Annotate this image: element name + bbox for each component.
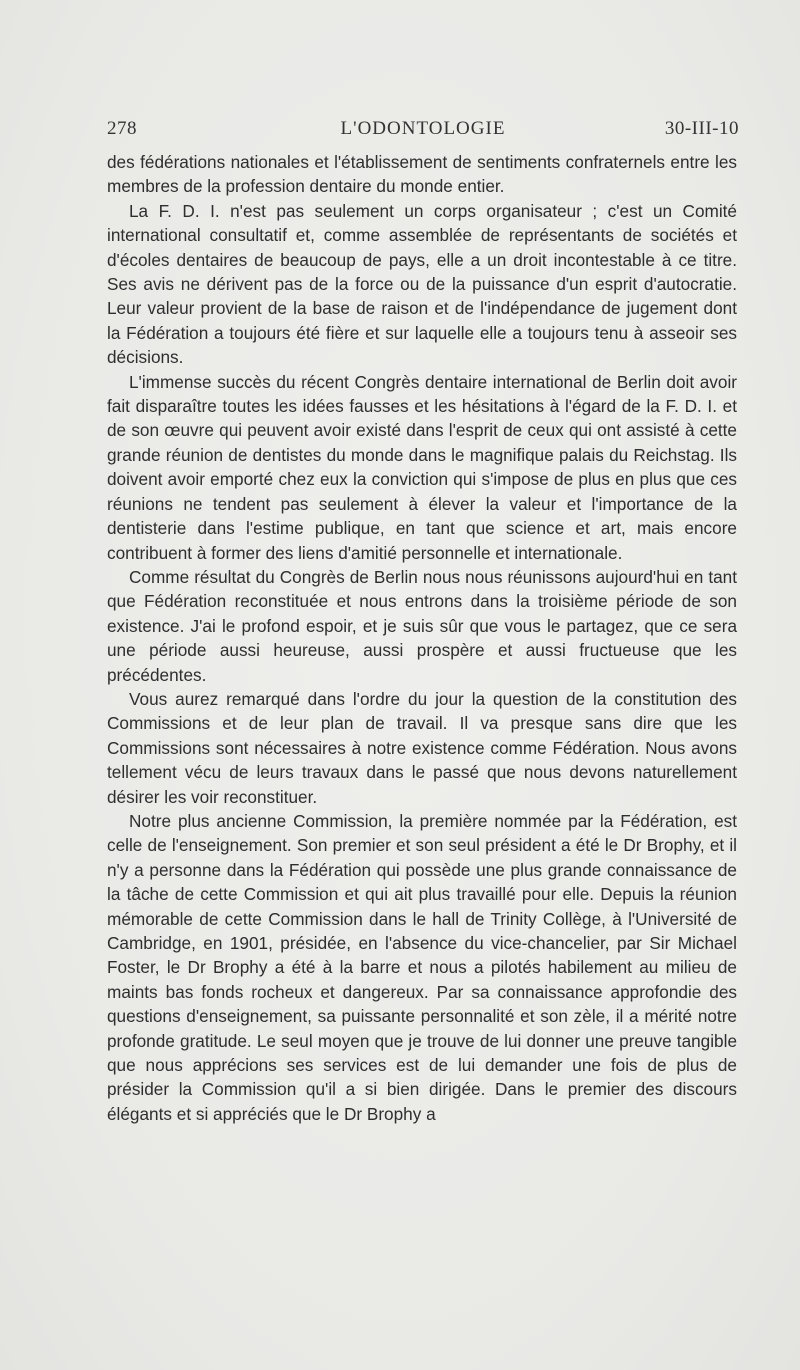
paragraph: Comme résultat du Congrès de Berlin nous nous réunissons aujourd'hui en tant que Fédération reconstituée et nous entrons dans la troisième période de son existence. J'ai le profond espoir, et je suis sûr que vous le partagez, que ce sera une période aussi heureuse, aussi prospère et aussi fructueuse que les précédentes. <box>107 566 737 685</box>
paragraph: La F. D. I. n'est pas seulement un corps organisateur ; c'est un Comité international consultatif et, comme assemblée de représentants de sociétés et d'écoles dentaires de beaucoup de pays, elle a un droit incontestable à ce titre. Ses avis ne dérivent pas de la force ou de la puissance d'un esprit d'autocratie. Leur valeur provient de la base de raison et de l'indépendance de jugement dont la Fédération a toujours été fière et sur laquelle elle a toujours tenu à asseoir ses décisions. <box>107 200 737 368</box>
issue-date: 30-III-10 <box>664 118 739 139</box>
page-header <box>107 118 739 144</box>
running-title: L'ODONTOLOGIE <box>340 118 506 139</box>
body-text <box>107 150 737 1126</box>
paragraph: L'immense succès du récent Congrès dentaire international de Berlin doit avoir fait disparaître toutes les idées fausses et les hésitations à l'égard de la F. D. I. et de son œuvre qui peuvent avoir existé dans l'esprit de ceux qui ont assisté à cette grande réunion de dentistes du monde dans le magnifique palais du Reichstag. Ils doivent avoir emporté chez eux la conviction qui s'impose de plus en plus que ces réunions ne tendent pas seulement à élever la valeur et l'importance de la dentisterie dans l'estime publique, en tant que science et art, mais encore contribuent à former des liens d'amitié personnelle et internationale. <box>107 371 737 563</box>
paragraph: Vous aurez remarqué dans l'ordre du jour la question de la constitution des Commissions et de leur plan de travail. Il va presque sans dire que les Commissions sont nécessaires à notre existence comme Fédération. Nous avons tellement vécu de leurs travaux dans le passé que nous devons naturellement désirer les voir reconstituer. <box>107 688 737 807</box>
page-number: 278 <box>107 118 137 139</box>
paragraph: des fédérations nationales et l'établissement de sentiments confraternels entre les membres de la profession dentaire du monde entier. <box>107 152 737 197</box>
paragraph: Notre plus ancienne Commission, la première nommée par la Fédération, est celle de l'enseignement. Son premier et son seul président a été le Dr Brophy, et il n'y a personne dans la Fédération qui possède une plus grande connaissance de la tâche de cette Commission et qui ait plus travaillé pour elle. Depuis la réunion mémorable de cette Commission dans le hall de Trinity Collège, à l'Université de Cambridge, en 1901, présidée, en l'absence du vice-chancelier, par Sir Michael Foster, le Dr Brophy a été à la barre et nous a pilotés habilement au milieu de maints bas fonds rocheux et dangereux. Par sa connaissance approfondie des questions d'enseignement, sa puissante personnalité et son zèle, il a mérité notre profonde gratitude. Le seul moyen que je trouve de lui donner une preuve tangible que nous apprécions ses services est de lui demander une fois de plus de présider la Commission qu'il a si bien dirigée. Dans le premier des discours élégants et si appréciés que le Dr Brophy a <box>107 810 737 1124</box>
